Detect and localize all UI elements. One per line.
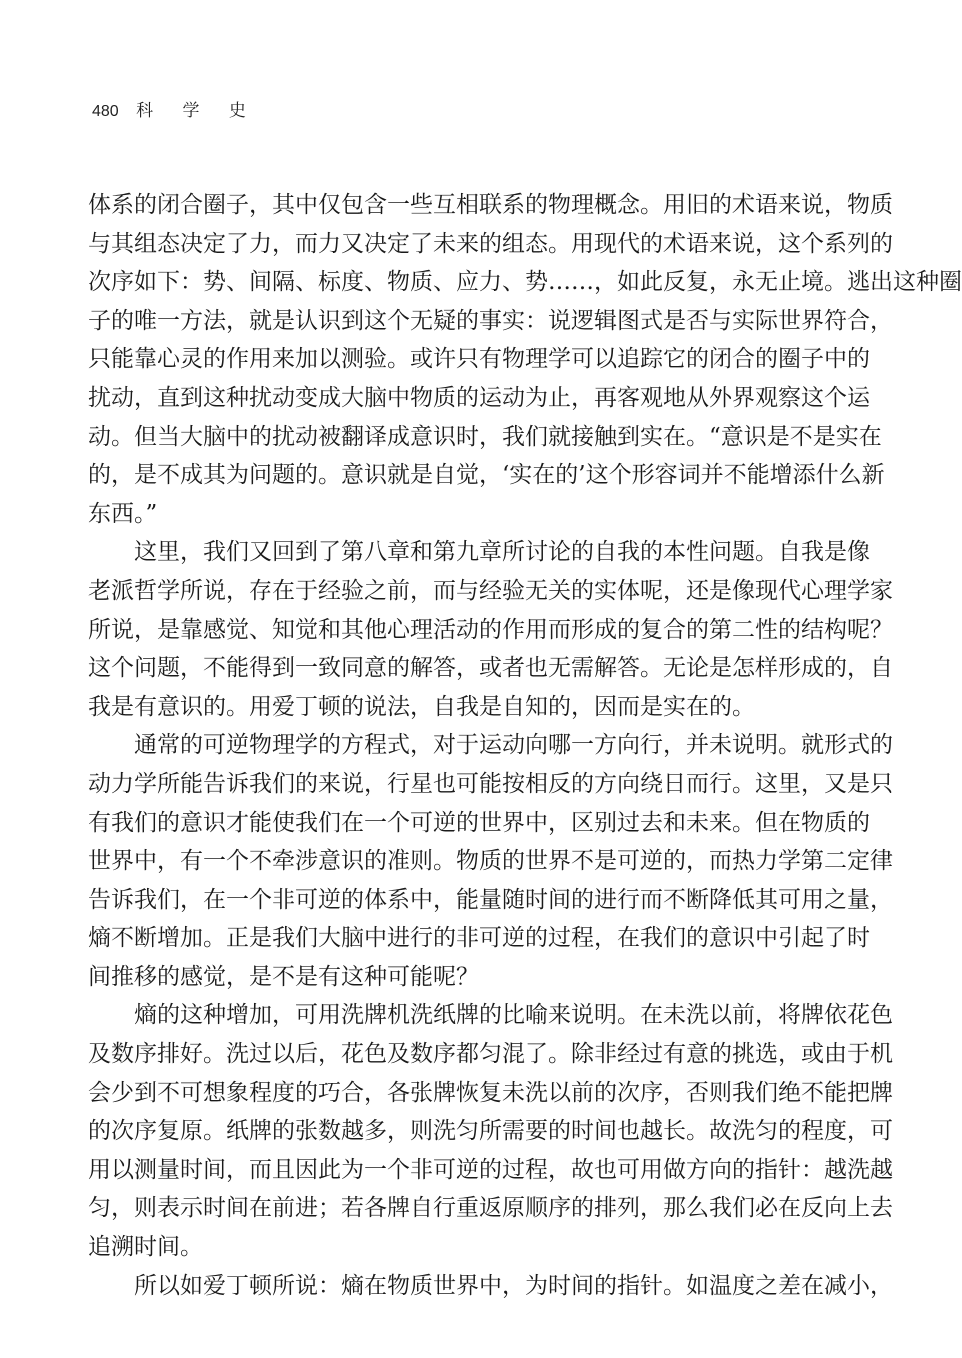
text-line: 及数序排好。洗过以后，花色及数序都匀混了。除非经过有意的挑选，或由于机 xyxy=(88,1041,893,1068)
book-title: 科 学 史 xyxy=(136,101,258,121)
text-line: 这里，我们又回到了第八章和第九章所讨论的自我的本性问题。自我是像 xyxy=(134,539,870,566)
text-line: 熵不断增加。正是我们大脑中进行的非可逆的过程，在我们的意识中引起了时 xyxy=(88,925,870,952)
text-line: 老派哲学所说，存在于经验之前，而与经验无关的实体呢，还是像现代心理学家 xyxy=(88,577,893,604)
text-line: 用以测量时间，而且因此为一个非可逆的过程，故也可用做方向的指针：越洗越 xyxy=(88,1156,893,1183)
text-line: 所以如爱丁顿所说：熵在物质世界中，为时间的指针。如温度之差在减小， xyxy=(134,1272,893,1299)
text-line: 所说，是靠感觉、知觉和其他心理活动的作用而形成的复合的第二性的结构呢？ xyxy=(88,616,893,643)
text-line: 匀，则表示时间在前进；若各牌自行重返原顺序的排列，那么我们必在反向上去 xyxy=(88,1195,893,1222)
body-text xyxy=(88,186,962,1305)
text-line: 只能靠心灵的作用来加以测验。或许只有物理学可以追踪它的闭合的圈子中的 xyxy=(88,346,870,373)
text-line: 扰动，直到这种扰动变成大脑中物质的运动为止，再客观地从外界观察这个运 xyxy=(88,384,870,411)
text-line: 告诉我们，在一个非可逆的体系中，能量随时间的进行而不断降低其可用之量， xyxy=(88,886,893,913)
text-line: 动。但当大脑中的扰动被翻译成意识时，我们就接触到实在。“意识是不是实在 xyxy=(88,423,882,450)
text-line: 的，是不成其为问题的。意识就是自觉，‘实在的’这个形容词并不能增添什么新 xyxy=(88,462,885,489)
text-line: 追溯时间。 xyxy=(88,1234,203,1261)
text-line: 子的唯一方法，就是认识到这个无疑的事实：说逻辑图式是否与实际世界符合， xyxy=(88,307,893,334)
text-line: 会少到不可想象程度的巧合，各张牌恢复未洗以前的次序，否则我们绝不能把牌 xyxy=(88,1079,893,1106)
text-line: 我是有意识的。用爱丁顿的说法，自我是自知的，因而是实在的。 xyxy=(88,693,755,720)
text-line: 这个问题，不能得到一致同意的解答，或者也无需解答。无论是怎样形成的，自 xyxy=(88,655,893,682)
text-line: 次序如下：势、间隔、标度、物质、应力、势……，如此反复，永无止境。逃出这种圈 xyxy=(88,269,962,296)
text-line: 熵的这种增加，可用洗牌机洗纸牌的比喻来说明。在未洗以前，将牌依花色 xyxy=(134,1002,893,1029)
text-line: 的次序复原。纸牌的张数越多，则洗匀所需要的时间也越长。故洗匀的程度，可 xyxy=(88,1118,893,1145)
page-number: 480 xyxy=(92,103,119,120)
text-line: 与其组态决定了力，而力又决定了未来的组态。用现代的术语来说，这个系列的 xyxy=(88,230,893,257)
text-line: 世界中，有一个不牵涉意识的准则。物质的世界不是可逆的，而热力学第二定律 xyxy=(88,848,893,875)
text-line: 动力学所能告诉我们的来说，行星也可能按相反的方向绕日而行。这里，又是只 xyxy=(88,770,893,797)
text-line: 有我们的意识才能使我们在一个可逆的世界中，区别过去和未来。但在物质的 xyxy=(88,809,870,836)
running-head xyxy=(92,96,258,121)
text-line: 通常的可逆物理学的方程式，对于运动向哪一方向行，并未说明。就形式的 xyxy=(134,732,893,759)
text-line: 东西。” xyxy=(88,500,158,527)
text-line: 体系的闭合圈子，其中仅包含一些互相联系的物理概念。用旧的术语来说，物质 xyxy=(88,192,893,218)
text-line: 间推移的感觉，是不是有这种可能呢？ xyxy=(88,963,479,990)
